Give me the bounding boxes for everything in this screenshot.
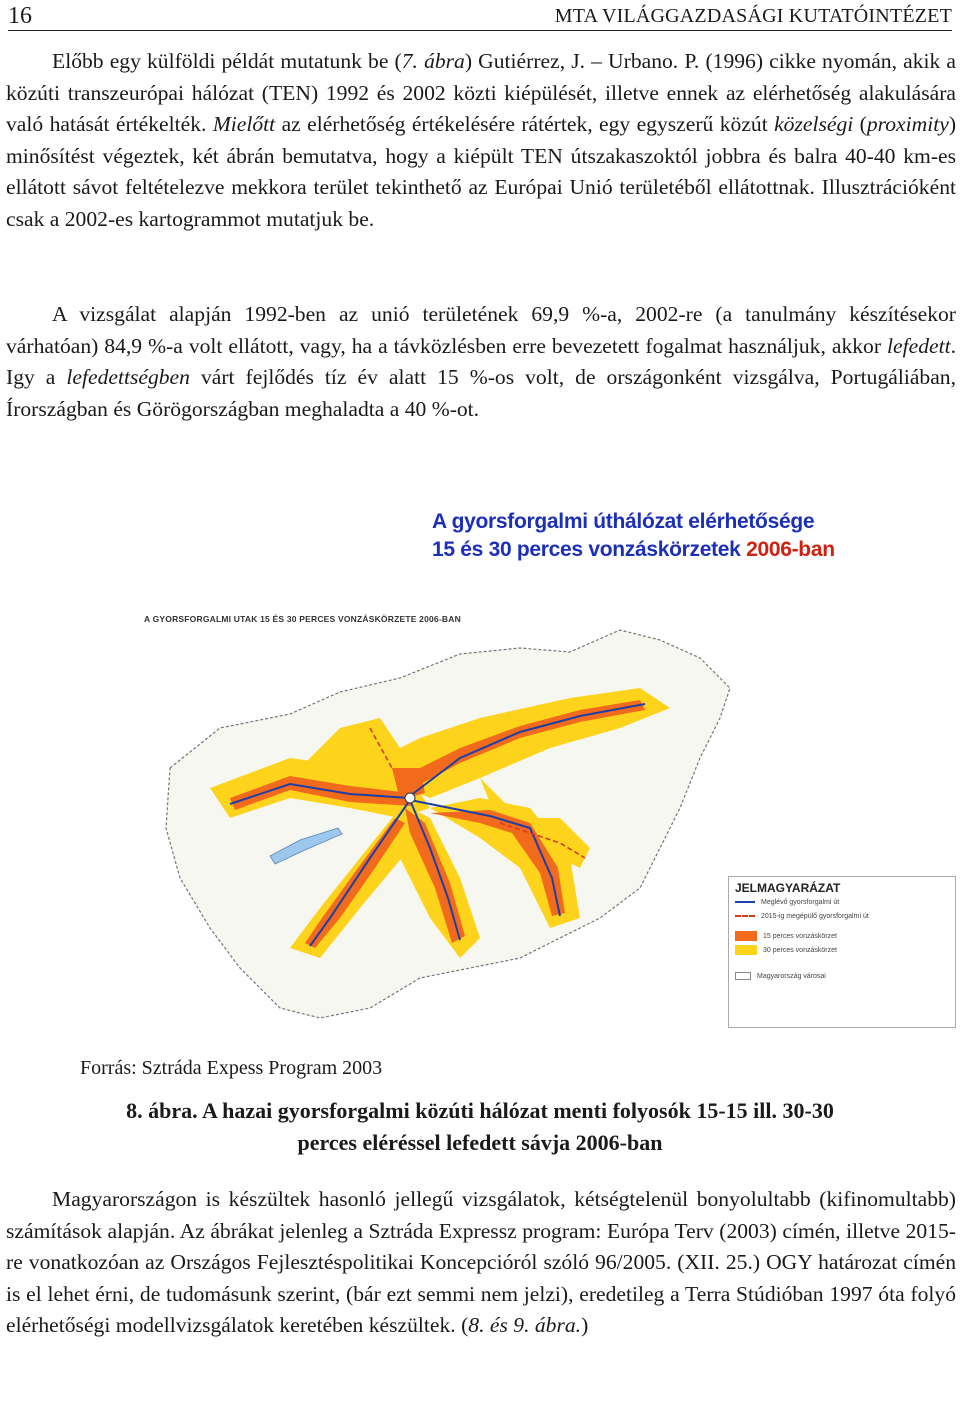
legend-swatch bbox=[735, 901, 755, 903]
figure-caption: 8. ábra. A hazai gyorsforgalmi közúti hálózat menti folyosók 15-15 ill. 30-30 perces eléréssel lefedett sávja 2006-ban bbox=[126, 1098, 834, 1155]
paragraph-hungarian-studies: Magyarországon is készültek hasonló jellegű vizsgálatok, kétségtelenül bonyolultabb (kifinomultabb) számítások alapján. Az ábrákat jelenleg a Sztráda Expressz program: Európa Terv (2003) címén, illetve 2015-re vonatkozóan az Országos Fejlesztéspolitikai Koncepcióról szóló 96/2005. (XII. 25.) OGY határozat címén is el lehet érni, de tudomásunk szerint, (bár ezt semmi nem jelzi), eredetileg a Terra Stúdióban 1997 óta folyó elérhetőségi modellvizsgálatok keretében készültek. (8. és 9. ábra.) bbox=[6, 1187, 956, 1338]
paragraph-results: A vizsgálat alapján 1992-ben az unió területének 69,9 %-a, 2002-re (a tanulmány készítésekor várhatóan) 84,9 %-a volt ellátott, vagy, ha a távközlésben erre bevezetett fogalmat használjuk, akkor lefedett. Igy a lefedettségben várt fejlődés tíz év alatt 15 %-os volt, de országonként vizsgálva, Portugáliában, Írországban és Görögországban meghaladta a 40 %-ot. bbox=[6, 302, 957, 421]
legend-swatch bbox=[735, 931, 757, 941]
paragraph-intro: Előbb egy külföldi példát mutatunk be (7. ábra) Gutiérrez, J. – Urbano. P. (1996) cikke nyomán, akik a közúti transzeurópai hálózat (TEN) 1992 és 2002 közti kiépülését, illetve ennek az elérhetőség alakulására való hatását értékelték. Mielőtt az elérhetőség értékelésére rátértek, egy egyszerű közút közelségi (proximity) minősítést végeztek, két ábrán bemutatva, hogy a kiépült TEN útszakaszoktól jobbra és balra 40-40 km-es ellátott sávot feltételezve mekkora terület tekinthető az Európai Unió területéből ellátottnak. Illusztrációként csak a 2002-es kartogrammot mutatjuk be. bbox=[6, 49, 957, 231]
legend-title: JELMAGYARÁZAT bbox=[735, 881, 841, 895]
budapest-marker bbox=[405, 793, 415, 803]
legend-item-30-min: 30 perces vonzáskörzet bbox=[735, 943, 955, 957]
legend-item-existing-road: Meglévő gyorsforgalmi út bbox=[735, 895, 955, 909]
legend-swatch bbox=[735, 915, 755, 917]
country-outline bbox=[166, 630, 730, 1018]
legend-item-cities: Magyarország városai bbox=[735, 969, 955, 983]
institution-name: MTA VILÁGGAZDASÁGI KUTATÓINTÉZET bbox=[554, 5, 952, 27]
figure-source: Forrás: Sztráda Expess Program 2003 bbox=[80, 1057, 383, 1079]
legend-swatch bbox=[735, 945, 757, 955]
legend-swatch bbox=[735, 972, 751, 980]
map-title: A gyorsforgalmi úthálózat elérhetősége 15 és 30 perces vonzáskörzetek 2006-ban bbox=[432, 510, 835, 561]
legend-item-15-min: 15 perces vonzáskörzet bbox=[735, 929, 955, 943]
page-number: 16 bbox=[8, 3, 32, 29]
map-legend bbox=[728, 876, 956, 1028]
map-subtitle: A GYORSFORGALMI UTAK 15 ÉS 30 PERCES VONZÁSKÖRZETE 2006-BAN bbox=[144, 614, 461, 624]
legend-item-planned-road: 2015-ig megépülő gyorsforgalmi út bbox=[735, 909, 955, 923]
hungary-map bbox=[100, 618, 740, 1028]
running-header bbox=[8, 0, 952, 31]
